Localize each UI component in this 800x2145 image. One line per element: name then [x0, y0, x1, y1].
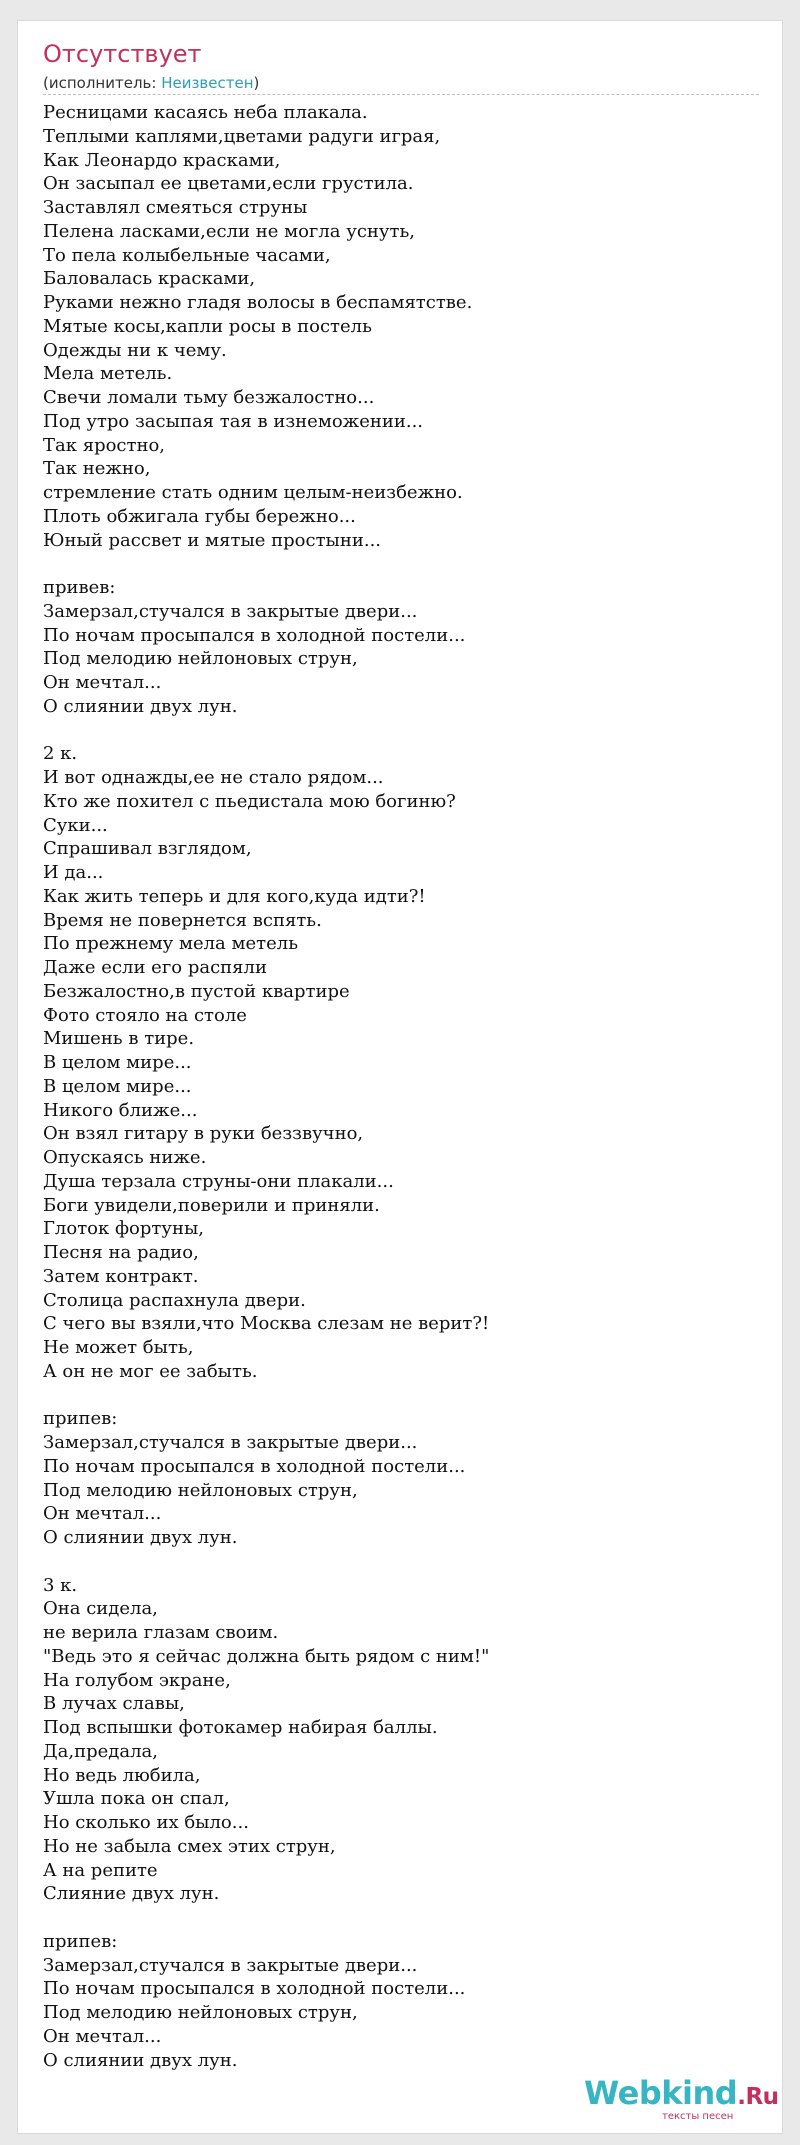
- page-card: [17, 20, 783, 2134]
- lyric-line: Боги увидели,поверили и приняли.: [43, 1194, 380, 1216]
- lyric-line: Но не забыла смех этих струн,: [43, 1835, 336, 1857]
- lyric-line: Как жить теперь и для кого,куда идти?!: [43, 885, 426, 907]
- lyric-line: По ночам просыпался в холодной постели...: [43, 1455, 466, 1477]
- lyric-line: не верила глазам своим.: [43, 1622, 279, 1643]
- lyric-line: Не может быть,: [43, 1337, 194, 1358]
- lyric-line: Замерзал,стучался в закрытые двери...: [43, 600, 418, 622]
- lyric-line: Столица распахнула двери.: [43, 1289, 306, 1311]
- lyric-line: На голубом экране,: [43, 1669, 231, 1691]
- lyric-line: О слиянии двух лун.: [43, 695, 238, 717]
- lyric-line: Кто же похител с пьедистала мою богиню?: [43, 790, 456, 812]
- lyric-line: Душа терзала струны-они плакали...: [43, 1170, 394, 1192]
- lyric-line: Но ведь любила,: [43, 1764, 201, 1786]
- lyric-line: Суки...: [43, 814, 108, 836]
- lyric-line: "Ведь это я сейчас должна быть рядом с ним!": [43, 1645, 490, 1667]
- lyric-line: стремление стать одним целым-неизбежно.: [43, 482, 463, 503]
- lyric-line: Одежды ни к чему.: [43, 339, 227, 361]
- lyric-line: Как Леонардо красками,: [43, 149, 281, 171]
- lyric-line: Теплыми каплями,цветами радуги играя,: [43, 125, 441, 147]
- lyric-line: припев:: [43, 1408, 118, 1430]
- lyric-line: В лучах славы,: [43, 1693, 185, 1715]
- lyric-line: Баловалась красками,: [43, 268, 256, 290]
- lyric-line: По ночам просыпался в холодной постели...: [43, 624, 466, 646]
- lyric-line: Под мелодию нейлоновых струн,: [43, 1479, 358, 1501]
- lyric-line: Но сколько их было...: [43, 1812, 249, 1833]
- lyric-line: Он мечтал...: [43, 2025, 162, 2047]
- lyric-line: Опускаясь ниже.: [43, 1147, 207, 1168]
- lyric-line: привев:: [43, 577, 116, 598]
- lyric-line: Под мелодию нейлоновых струн,: [43, 648, 358, 670]
- lyric-line: И да...: [43, 862, 104, 883]
- lyric-line: [43, 1550, 759, 1574]
- lyric-line: 2 к.: [43, 743, 78, 765]
- lyric-line: Безжалостно,в пустой квартире: [43, 980, 350, 1002]
- lyric-line: Замерзал,стучался в закрытые двери...: [43, 1432, 418, 1453]
- lyric-line: припев:: [43, 1930, 118, 1952]
- lyric-line: [43, 1384, 759, 1408]
- lyric-line: Затем контракт.: [43, 1265, 199, 1287]
- lyric-line: Никого ближе...: [43, 1099, 198, 1121]
- logo-tld: .Ru: [737, 2084, 779, 2110]
- lyric-line: А на репите: [43, 1859, 158, 1881]
- logo-brand: Webkind: [584, 2074, 738, 2112]
- lyric-line: [43, 1906, 759, 1930]
- performer-link[interactable]: Неизвестен: [161, 74, 254, 92]
- lyric-line: 3 к.: [43, 1574, 78, 1596]
- lyric-line: Он взял гитару в руки беззвучно,: [43, 1123, 364, 1145]
- lyric-line: Под утро засыпая тая в изнеможении...: [43, 410, 424, 432]
- lyric-line: Мятые косы,капли росы в постель: [43, 315, 372, 337]
- lyric-line: И вот однажды,ее не стало рядом...: [43, 767, 384, 788]
- lyric-line: [43, 719, 759, 743]
- lyric-line: Фото стояло на столе: [43, 1004, 247, 1026]
- lyric-line: По ночам просыпался в холодной постели...: [43, 1978, 466, 2000]
- lyric-line: Юный рассвет и мятые простыни...: [43, 529, 382, 551]
- lyric-line: Да,предала,: [43, 1740, 158, 1762]
- lyric-line: Он мечтал...: [43, 672, 162, 693]
- lyric-line: Даже если его распяли: [43, 957, 267, 978]
- logo-wordmark: [584, 2075, 779, 2115]
- lyric-line: Он засыпал ее цветами,если грустила.: [43, 173, 414, 195]
- lyric-line: Замерзал,стучался в закрытые двери...: [43, 1954, 418, 1976]
- lyric-line: То пела колыбельные часами,: [43, 244, 331, 266]
- lyric-line: [43, 552, 759, 576]
- lyric-line: Мишень в тире.: [43, 1028, 195, 1050]
- lyric-line: Так нежно,: [43, 458, 151, 480]
- performer-prefix: (исполнитель:: [43, 74, 162, 92]
- lyric-line: В целом мире...: [43, 1052, 192, 1073]
- lyric-line: А он не мог ее забыть.: [43, 1360, 258, 1382]
- song-title: Отсутствует: [43, 40, 202, 68]
- lyric-line: Под мелодию нейлоновых струн,: [43, 2002, 358, 2023]
- lyric-line: Спрашивал взглядом,: [43, 838, 252, 860]
- lyric-line: В целом мире...: [43, 1075, 192, 1097]
- performer-suffix: ): [253, 74, 260, 92]
- lyric-line: Ресницами касаясь неба плакала.: [43, 102, 368, 123]
- lyric-line: С чего вы взяли,что Москва слезам не верит?!: [43, 1313, 490, 1335]
- lyric-line: Мела метель.: [43, 363, 173, 385]
- lyric-line: Ушла пока он спал,: [43, 1788, 230, 1810]
- lyric-line: Она сидела,: [43, 1598, 158, 1620]
- lyric-line: Песня на радио,: [43, 1242, 199, 1263]
- performer-line: [43, 73, 759, 95]
- lyric-line: Заставлял смеяться струны: [43, 197, 308, 218]
- lyric-line: Он мечтал...: [43, 1503, 162, 1525]
- lyric-line: Слияние двух лун.: [43, 1883, 220, 1905]
- lyric-line: Свечи ломали тьму безжалостно...: [43, 387, 375, 408]
- logo-tagline: тексты песен: [662, 2111, 734, 2122]
- site-logo[interactable]: [584, 2075, 784, 2125]
- lyric-line: Глоток фортуны,: [43, 1218, 204, 1240]
- lyric-line: Время не повернется вспять.: [43, 909, 322, 931]
- lyric-line: О слиянии двух лун.: [43, 2049, 238, 2071]
- lyrics-text: [43, 101, 759, 2072]
- lyric-line: Так яростно,: [43, 434, 166, 456]
- lyric-line: Руками нежно гладя волосы в беспамятстве.: [43, 292, 473, 313]
- lyric-line: Пелена ласками,если не могла уснуть,: [43, 220, 415, 242]
- lyric-line: Плоть обжигала губы бережно...: [43, 505, 356, 527]
- lyric-line: О слиянии двух лун.: [43, 1527, 238, 1548]
- lyric-line: По прежнему мела метель: [43, 933, 298, 955]
- lyric-line: Под вспышки фотокамер набирая баллы.: [43, 1717, 438, 1738]
